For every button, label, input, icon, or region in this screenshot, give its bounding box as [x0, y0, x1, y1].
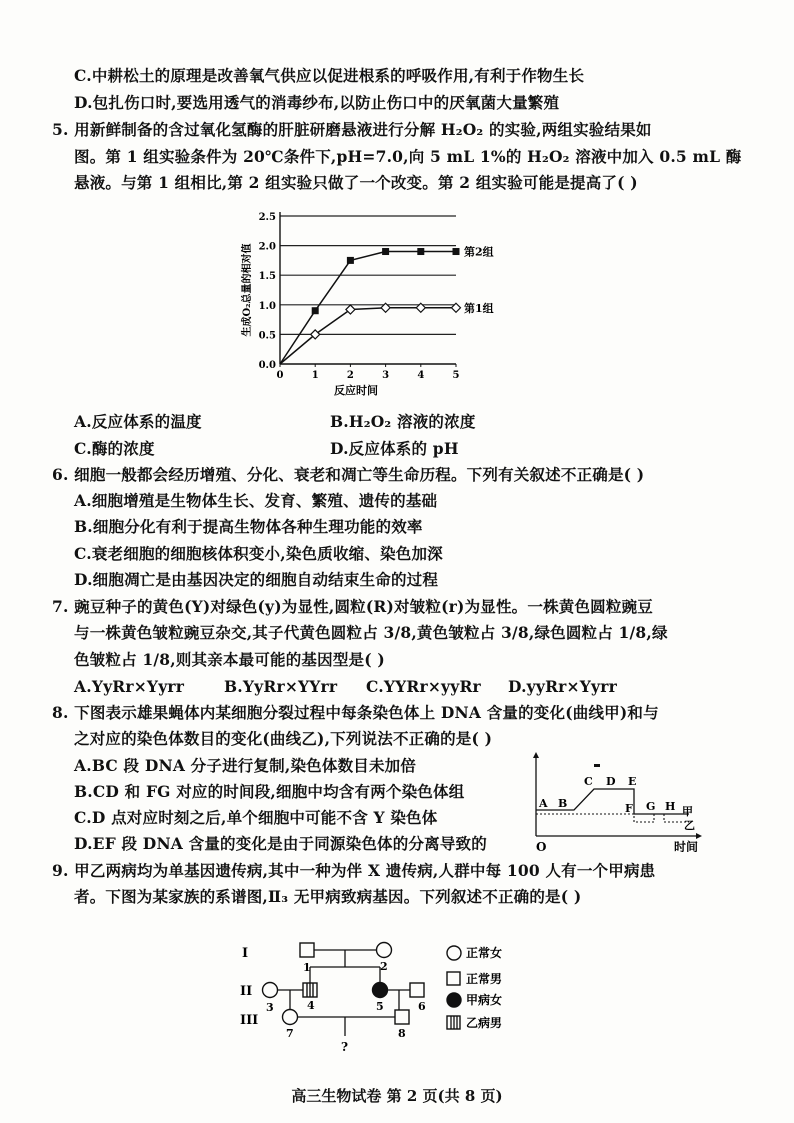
q5-option-d: D.反应体系的 pH [330, 439, 459, 458]
q9-gen-3: III [240, 1013, 259, 1028]
q9-label-6: 6 [418, 1000, 426, 1013]
q9-legend-normal-male: 正常男 [466, 972, 503, 986]
q9-stem-line2: 者。下图为某家族的系谱图,Ⅱ₃ 无甲病致病基因。下列叙述不正确的是( ) [74, 887, 582, 906]
q8-x-axis-arrow [696, 833, 702, 839]
q5-y-tick-label: 2.0 [258, 241, 276, 253]
q5-point-group2 [312, 307, 319, 314]
q7-stem-line2: 与一株黄色皱粒豌豆杂交,其子代黄色圆粒占 3/8,黄色皱粒占 3/8,绿色圆粒占 1/8,绿 [74, 623, 668, 642]
q9-legend-normal-female-symbol [447, 946, 461, 960]
q8-point-f: F [625, 802, 633, 815]
q9-person-8-male [395, 1010, 409, 1024]
q5-point-group1 [346, 305, 355, 314]
q8-option-d: D.EF 段 DNA 含量的变化是由于同源染色体的分离导致的 [74, 834, 487, 853]
q5-x-tick-label: 3 [382, 370, 390, 381]
q5-y-tick-label: 1.0 [258, 300, 276, 312]
q6-option-c: C.衰老细胞的细胞核体积变小,染色质收缩、染色加深 [74, 544, 443, 563]
q5-line-chart [228, 202, 528, 404]
q5-x-axis-label: 反应时间 [334, 384, 378, 397]
q8-y-axis-arrow [533, 752, 539, 758]
q8-point-d: D [606, 775, 616, 788]
q7-option-d: D.yyRr×Yyrr [508, 677, 617, 696]
q9-legend-jia-female-symbol [447, 993, 461, 1007]
q8-stem-line1: 8. 下图表示雄果蝇体内某细胞分裂过程中每条染色体上 DNA 含量的变化(曲线甲)和与 [52, 703, 659, 722]
q5-series-label: 第1组 [464, 301, 494, 315]
q9-unknown-offspring: ? [341, 1040, 349, 1054]
q8-smudge [594, 764, 600, 767]
q8-time-label: 时间 [674, 840, 699, 852]
q5-y-tick-label: 2.5 [258, 212, 276, 223]
q9-person-2-female [377, 943, 392, 958]
q6-option-d: D.细胞凋亡是由基因决定的细胞自动结束生命的过程 [74, 570, 439, 589]
q5-point-group2 [382, 248, 389, 255]
q8-point-c: C [584, 775, 593, 788]
q8-curve-yi-label: 乙 [684, 819, 695, 832]
q9-label-5: 5 [376, 1000, 384, 1013]
q8-point-g: G [646, 800, 656, 813]
q9-legend-yi-male: 乙病男 [466, 1016, 503, 1030]
q9-person-6-male [410, 983, 424, 997]
q5-point-group2 [417, 248, 424, 255]
q9-label-2: 2 [380, 960, 388, 973]
q5-point-group2 [453, 248, 460, 255]
q5-option-a: A.反应体系的温度 [74, 412, 202, 431]
q8-dna-chromosome-diagram [524, 752, 704, 852]
q8-stem-line2: 之对应的染色体数目的变化(曲线乙),下列说法不正确的是( ) [74, 729, 493, 748]
q8-option-c: C.D 点对应时刻之后,单个细胞中可能不含 Y 染色体 [74, 808, 438, 827]
q5-option-c: C.酶的浓度 [74, 439, 155, 458]
q5-y-axis-label: 生成O₂总量的相对值 [242, 243, 253, 337]
q5-series-label: 第2组 [464, 245, 494, 259]
q6-option-b: B.细胞分化有利于提高生物体各种生理功能的效率 [74, 517, 423, 536]
q9-person-1-male [300, 943, 314, 957]
q5-series-line-2 [280, 308, 456, 364]
q8-point-e: E [628, 775, 637, 788]
q5-y-tick-label: 0.0 [258, 360, 276, 371]
q7-option-a: A.YyRr×Yyrr [74, 677, 185, 696]
q5-x-tick-label: 5 [452, 370, 460, 381]
page-footer: 高三生物试卷 第 2 页(共 8 页) [291, 1087, 503, 1105]
q9-label-4: 4 [307, 999, 315, 1012]
q9-stem-line1: 9. 甲乙两病均为单基因遗传病,其中一种为伴 X 遗传病,人群中每 100 人有一个甲病患 [52, 861, 656, 880]
q9-label-1: 1 [303, 961, 311, 974]
q7-stem-line1: 7. 豌豆种子的黄色(Y)对绿色(y)为显性,圆粒(R)对皱粒(r)为显性。一株黄色圆粒豌豆 [52, 597, 653, 616]
q9-label-7: 7 [286, 1027, 294, 1040]
q7-stem-line3: 色皱粒占 1/8,则其亲本最可能的基因型是( ) [74, 650, 385, 669]
q6-option-a: A.细胞增殖是生物体生长、发育、繁殖、遗传的基础 [74, 491, 438, 510]
q8-point-h: H [665, 800, 676, 813]
q5-point-group2 [347, 257, 354, 264]
q5-y-tick-label: 0.5 [258, 330, 276, 342]
q5-y-tick-label: 1.5 [258, 271, 276, 283]
q9-pedigree [232, 930, 562, 1060]
q5-stem-line3: 悬液。与第 1 组相比,第 2 组实验只做了一个改变。第 2 组实验可能是提高了( ) [74, 173, 638, 192]
q9-label-3: 3 [266, 1001, 274, 1014]
q5-x-tick-label: 4 [417, 370, 425, 381]
q5-stem-line2: 图。第 1 组实验条件为 20℃条件下,pH=7.0,向 5 mL 1%的 H₂O₂ 溶液中加入 0.5 mL 酶 [74, 147, 742, 166]
q9-gen-2: II [240, 984, 253, 999]
q5-x-tick-label: 1 [311, 370, 319, 381]
q8-point-a: A [539, 797, 548, 810]
q9-legend-normal-male-symbol [447, 972, 460, 985]
q9-gen-1: I [242, 946, 249, 961]
q8-curve-jia-label: 甲 [682, 805, 693, 818]
q8-option-b: B.CD 和 FG 对应的时间段,细胞中均含有两个染色体组 [74, 782, 465, 801]
q8-option-a: A.BC 段 DNA 分子进行复制,染色体数目未加倍 [74, 756, 417, 775]
q7-option-c: C.YYRr×yyRr [366, 677, 481, 696]
q4-option-d: D.包扎伤口时,要选用透气的消毒纱布,以防止伤口中的厌氧菌大量繁殖 [74, 93, 560, 112]
q9-person-5-jia-female [373, 983, 388, 998]
q5-stem-line1: 5. 用新鲜制备的含过氧化氢酶的肝脏研磨悬液进行分解 H₂O₂ 的实验,两组实验结果如 [52, 120, 652, 139]
q5-x-tick-label: 0 [276, 370, 284, 381]
q5-option-b: B.H₂O₂ 溶液的浓度 [330, 412, 476, 431]
q4-option-c: C.中耕松土的原理是改善氧气供应以促进根系的呼吸作用,有利于作物生长 [74, 66, 585, 85]
q6-stem: 6. 细胞一般都会经历增殖、分化、衰老和凋亡等生命历程。下列有关叙述不正确是( ) [52, 465, 645, 484]
q9-legend-jia-female: 甲病女 [466, 993, 503, 1007]
q8-point-b: B [558, 797, 568, 810]
q5-x-tick-label: 2 [346, 370, 354, 381]
q9-person-7-female [283, 1010, 298, 1025]
q8-curve-yi [536, 814, 689, 822]
q9-label-8: 8 [398, 1027, 406, 1040]
q9-legend-normal-female: 正常女 [466, 946, 503, 960]
q8-origin-label: O [536, 840, 547, 852]
q7-option-b: B.YyRr×YYrr [224, 677, 338, 696]
q9-person-3-female [263, 983, 278, 998]
